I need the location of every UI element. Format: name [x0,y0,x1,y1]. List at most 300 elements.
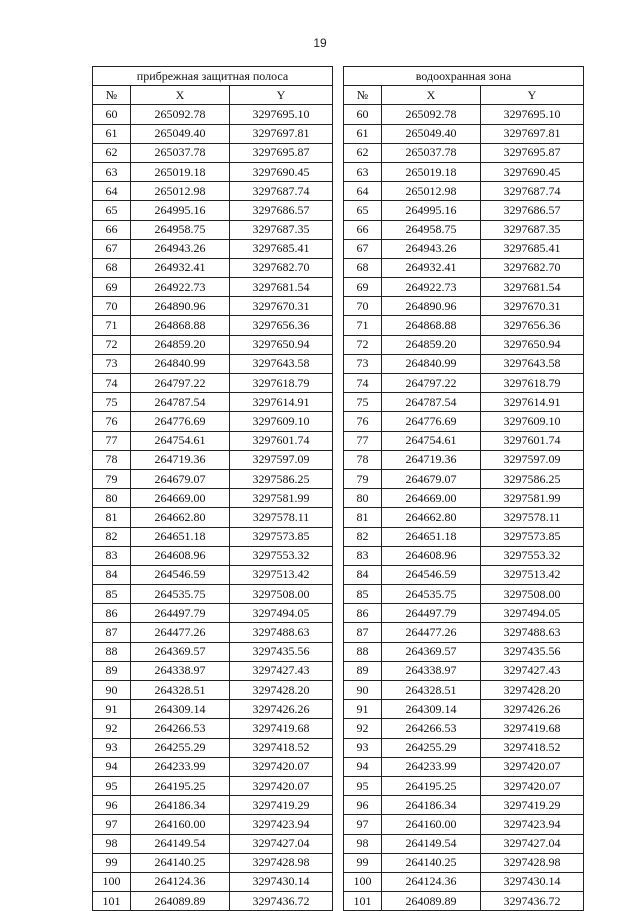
cell-x: 264859.20 [382,335,481,354]
cell-x: 264546.59 [131,565,230,584]
cell-x: 264776.69 [382,412,481,431]
cell-number: 81 [93,508,131,527]
cell-y: 3297513.42 [481,565,584,584]
cell-y: 3297488.63 [230,623,333,642]
cell-y: 3297419.29 [481,796,584,815]
table-row [93,604,333,623]
cell-number: 93 [344,738,382,757]
cell-x: 264797.22 [131,374,230,393]
table-row [93,508,333,527]
cell-number: 67 [93,239,131,258]
cell-x: 265012.98 [131,182,230,201]
cell-x: 264679.07 [382,469,481,488]
cell-number: 76 [344,412,382,431]
cell-x: 264995.16 [382,201,481,220]
cell-y: 3297428.98 [481,853,584,872]
cell-x: 264943.26 [382,239,481,258]
cell-x: 264149.54 [131,834,230,853]
table-row [93,374,333,393]
cell-number: 100 [344,872,382,891]
cell-y: 3297690.45 [230,162,333,181]
cell-y: 3297614.91 [481,393,584,412]
cell-x: 264662.80 [382,508,481,527]
table-row [344,834,584,853]
table-row [93,815,333,834]
cell-y: 3297601.74 [230,431,333,450]
cell-y: 3297494.05 [230,604,333,623]
cell-y: 3297581.99 [230,489,333,508]
cell-x: 264233.99 [382,757,481,776]
table-row [344,450,584,469]
cell-number: 100 [93,872,131,891]
table-row [344,239,584,258]
cell-y: 3297586.25 [230,469,333,488]
cell-y: 3297435.56 [481,642,584,661]
column-header-x: X [131,86,230,105]
cell-number: 66 [344,220,382,239]
cell-x: 265049.40 [131,124,230,143]
cell-number: 72 [93,335,131,354]
cell-x: 264160.00 [131,815,230,834]
cell-x: 264338.97 [131,661,230,680]
table-row [344,162,584,181]
cell-number: 84 [344,565,382,584]
cell-x: 265037.78 [382,143,481,162]
cell-y: 3297695.87 [230,143,333,162]
cell-number: 85 [93,585,131,604]
cell-number: 62 [344,143,382,162]
cell-number: 79 [93,469,131,488]
table-title: прибрежная защитная полоса [93,67,333,86]
cell-x: 264719.36 [131,450,230,469]
cell-y: 3297513.42 [230,565,333,584]
table-row [93,182,333,201]
table-header-row [93,86,333,105]
cell-x: 264124.36 [131,872,230,891]
cell-x: 264233.99 [131,757,230,776]
cell-y: 3297656.36 [481,316,584,335]
cell-x: 264497.79 [131,604,230,623]
table-row [93,143,333,162]
cell-number: 95 [344,776,382,795]
table-row [344,258,584,277]
table-row [344,143,584,162]
cell-x: 264089.89 [131,892,230,911]
table-row [93,297,333,316]
cell-x: 264149.54 [382,834,481,853]
cell-number: 88 [93,642,131,661]
table-row [93,431,333,450]
cell-x: 264859.20 [131,335,230,354]
cell-y: 3297508.00 [230,585,333,604]
cell-y: 3297426.26 [481,700,584,719]
table-row [93,124,333,143]
cell-x: 264608.96 [131,546,230,565]
cell-y: 3297614.91 [230,393,333,412]
cell-y: 3297682.70 [230,258,333,277]
cell-y: 3297508.00 [481,585,584,604]
cell-y: 3297427.43 [481,661,584,680]
table-header-row [344,86,584,105]
cell-number: 81 [344,508,382,527]
cell-x: 264309.14 [131,700,230,719]
table-row [93,105,333,124]
cell-number: 74 [93,374,131,393]
cell-y: 3297643.58 [230,354,333,373]
cell-number: 68 [93,258,131,277]
table-row [344,661,584,680]
cell-y: 3297578.11 [481,508,584,527]
cell-y: 3297553.32 [230,546,333,565]
cell-number: 68 [344,258,382,277]
cell-number: 75 [93,393,131,412]
table-row [344,297,584,316]
cell-x: 264477.26 [382,623,481,642]
table-row [93,585,333,604]
table-row [344,776,584,795]
table-row [344,623,584,642]
table-row [93,738,333,757]
cell-x: 264338.97 [382,661,481,680]
cell-number: 69 [93,278,131,297]
cell-x: 264160.00 [382,815,481,834]
table-row [344,796,584,815]
table-row [344,757,584,776]
cell-x: 264140.25 [382,853,481,872]
cell-number: 62 [93,143,131,162]
water-protection-zone-table [343,66,584,911]
cell-y: 3297427.04 [230,834,333,853]
cell-number: 85 [344,585,382,604]
cell-x: 265012.98 [382,182,481,201]
table-row [93,681,333,700]
cell-x: 265092.78 [131,105,230,124]
cell-number: 88 [344,642,382,661]
cell-x: 264787.54 [131,393,230,412]
cell-x: 264266.53 [382,719,481,738]
cell-y: 3297420.07 [481,776,584,795]
cell-x: 264719.36 [382,450,481,469]
cell-number: 89 [344,661,382,680]
cell-y: 3297419.68 [481,719,584,738]
table-row [344,508,584,527]
coastal-strip-table [92,66,333,911]
cell-y: 3297597.09 [230,450,333,469]
cell-number: 61 [344,124,382,143]
table-row [93,258,333,277]
cell-x: 264535.75 [131,585,230,604]
table-row [344,585,584,604]
cell-number: 60 [344,105,382,124]
cell-y: 3297418.52 [230,738,333,757]
cell-y: 3297650.94 [230,335,333,354]
table-row [93,892,333,911]
table-row [344,892,584,911]
cell-number: 70 [344,297,382,316]
table-row [93,661,333,680]
cell-number: 77 [344,431,382,450]
cell-x: 265049.40 [382,124,481,143]
cell-number: 76 [93,412,131,431]
cell-x: 264369.57 [382,642,481,661]
cell-number: 73 [344,354,382,373]
cell-number: 78 [344,450,382,469]
table-row [93,412,333,431]
cell-number: 64 [344,182,382,201]
table-row [93,450,333,469]
cell-number: 93 [93,738,131,757]
cell-x: 264840.99 [382,354,481,373]
table-row [93,393,333,412]
cell-y: 3297670.31 [230,297,333,316]
cell-number: 66 [93,220,131,239]
table-title: водоохранная зона [344,67,584,86]
cell-number: 86 [93,604,131,623]
cell-y: 3297427.43 [230,661,333,680]
cell-x: 264890.96 [131,297,230,316]
table-row [93,469,333,488]
cell-x: 264679.07 [131,469,230,488]
cell-x: 264608.96 [382,546,481,565]
table-row [93,335,333,354]
cell-x: 264497.79 [382,604,481,623]
cell-number: 78 [93,450,131,469]
cell-y: 3297488.63 [481,623,584,642]
cell-number: 94 [93,757,131,776]
cell-number: 63 [344,162,382,181]
table-row [93,719,333,738]
cell-y: 3297650.94 [481,335,584,354]
cell-number: 77 [93,431,131,450]
table-row [344,105,584,124]
table-row [344,489,584,508]
table-title-row [344,67,584,86]
cell-y: 3297428.98 [230,853,333,872]
cell-x: 264140.25 [131,853,230,872]
cell-number: 96 [93,796,131,815]
cell-y: 3297419.29 [230,796,333,815]
cell-y: 3297686.57 [230,201,333,220]
cell-x: 264124.36 [382,872,481,891]
cell-y: 3297643.58 [481,354,584,373]
cell-y: 3297436.72 [230,892,333,911]
cell-x: 264754.61 [131,431,230,450]
cell-y: 3297670.31 [481,297,584,316]
table-row [344,527,584,546]
table-row [344,738,584,757]
cell-number: 73 [93,354,131,373]
cell-y: 3297695.10 [481,105,584,124]
cell-number: 91 [93,700,131,719]
table-row [344,700,584,719]
table-row [344,182,584,201]
cell-y: 3297420.07 [481,757,584,776]
table-row [93,489,333,508]
cell-number: 67 [344,239,382,258]
table-row [344,201,584,220]
cell-y: 3297420.07 [230,776,333,795]
table-row [344,546,584,565]
table-row [93,220,333,239]
cell-y: 3297697.81 [230,124,333,143]
cell-number: 87 [344,623,382,642]
cell-x: 264932.41 [382,258,481,277]
cell-y: 3297681.54 [481,278,584,297]
cell-number: 69 [344,278,382,297]
cell-x: 264995.16 [131,201,230,220]
cell-x: 265092.78 [382,105,481,124]
cell-number: 98 [93,834,131,853]
table-row [344,719,584,738]
table-row [344,604,584,623]
cell-y: 3297597.09 [481,450,584,469]
cell-x: 264868.88 [382,316,481,335]
table-row [93,162,333,181]
table-row [344,815,584,834]
cell-x: 264089.89 [382,892,481,911]
cell-number: 84 [93,565,131,584]
table-row [93,354,333,373]
cell-x: 264840.99 [131,354,230,373]
cell-number: 86 [344,604,382,623]
table-row [344,316,584,335]
cell-number: 83 [344,546,382,565]
cell-number: 74 [344,374,382,393]
cell-y: 3297573.85 [481,527,584,546]
cell-number: 101 [344,892,382,911]
cell-x: 264932.41 [131,258,230,277]
cell-number: 91 [344,700,382,719]
table-row [344,393,584,412]
cell-y: 3297418.52 [481,738,584,757]
cell-number: 99 [344,853,382,872]
table-row [344,278,584,297]
table-row [344,565,584,584]
cell-y: 3297435.56 [230,642,333,661]
cell-number: 65 [344,201,382,220]
cell-y: 3297690.45 [481,162,584,181]
cell-x: 264754.61 [382,431,481,450]
cell-number: 95 [93,776,131,795]
cell-x: 264369.57 [131,642,230,661]
cell-y: 3297601.74 [481,431,584,450]
column-header-number: № [344,86,382,105]
cell-number: 94 [344,757,382,776]
column-header-number: № [93,86,131,105]
cell-y: 3297428.20 [230,681,333,700]
cell-number: 75 [344,393,382,412]
cell-y: 3297553.32 [481,546,584,565]
table-row [93,201,333,220]
table-row [93,776,333,795]
table-row [344,335,584,354]
cell-x: 264662.80 [131,508,230,527]
cell-x: 264186.34 [131,796,230,815]
cell-x: 265037.78 [131,143,230,162]
table-row [93,565,333,584]
cell-x: 264266.53 [131,719,230,738]
table-row [93,757,333,776]
cell-number: 79 [344,469,382,488]
cell-x: 264776.69 [131,412,230,431]
column-header-y: Y [481,86,584,105]
cell-x: 264669.00 [131,489,230,508]
cell-y: 3297685.41 [230,239,333,258]
table-row [93,853,333,872]
table-row [93,642,333,661]
table-row [344,469,584,488]
cell-x: 264943.26 [131,239,230,258]
table-row [344,124,584,143]
table-row [93,796,333,815]
cell-y: 3297687.74 [230,182,333,201]
cell-y: 3297695.10 [230,105,333,124]
cell-number: 70 [93,297,131,316]
cell-y: 3297494.05 [481,604,584,623]
table-row [344,354,584,373]
cell-x: 264546.59 [382,565,481,584]
cell-y: 3297578.11 [230,508,333,527]
cell-number: 92 [93,719,131,738]
cell-number: 96 [344,796,382,815]
cell-y: 3297420.07 [230,757,333,776]
cell-x: 264651.18 [382,527,481,546]
table-row [344,220,584,239]
cell-number: 99 [93,853,131,872]
cell-y: 3297426.26 [230,700,333,719]
table-row [93,834,333,853]
cell-number: 61 [93,124,131,143]
cell-x: 264922.73 [131,278,230,297]
cell-x: 264255.29 [382,738,481,757]
cell-number: 89 [93,661,131,680]
table-row [93,278,333,297]
cell-y: 3297427.04 [481,834,584,853]
cell-y: 3297687.74 [481,182,584,201]
cell-number: 101 [93,892,131,911]
cell-y: 3297573.85 [230,527,333,546]
cell-x: 264868.88 [131,316,230,335]
cell-x: 264195.25 [131,776,230,795]
cell-number: 98 [344,834,382,853]
cell-x: 264890.96 [382,297,481,316]
cell-number: 63 [93,162,131,181]
cell-x: 264669.00 [382,489,481,508]
cell-number: 82 [93,527,131,546]
table-row [344,374,584,393]
cell-y: 3297436.72 [481,892,584,911]
cell-y: 3297686.57 [481,201,584,220]
cell-y: 3297428.20 [481,681,584,700]
cell-y: 3297430.14 [230,872,333,891]
cell-x: 264797.22 [382,374,481,393]
table-row [344,872,584,891]
cell-x: 264255.29 [131,738,230,757]
cell-y: 3297419.68 [230,719,333,738]
cell-y: 3297685.41 [481,239,584,258]
cell-number: 80 [344,489,382,508]
cell-x: 264787.54 [382,393,481,412]
table-row [93,700,333,719]
cell-y: 3297609.10 [481,412,584,431]
cell-number: 60 [93,105,131,124]
cell-number: 87 [93,623,131,642]
cell-x: 264328.51 [382,681,481,700]
cell-x: 265019.18 [131,162,230,181]
cell-y: 3297681.54 [230,278,333,297]
cell-y: 3297586.25 [481,469,584,488]
cell-y: 3297695.87 [481,143,584,162]
